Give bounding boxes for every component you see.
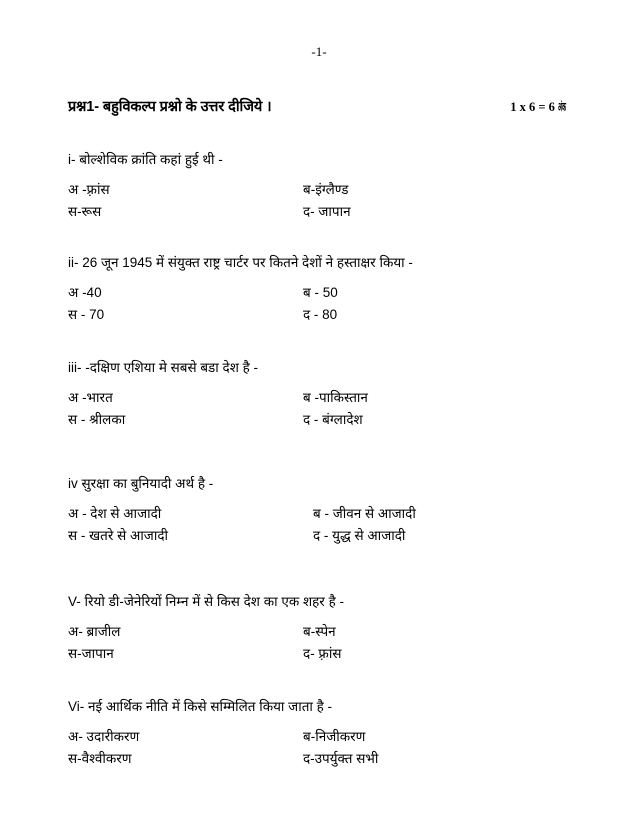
question-text: Vi- नई आर्थिक नीति में किसे सम्मिलित किया जाता है - [68,699,333,714]
option-group [68,282,608,326]
question-heading-row [68,96,588,116]
question-block-6 [68,697,608,770]
marks-allocation [510,98,588,115]
question-text: iv सुरक्षा का बुनियादी अर्थ है - [68,476,214,491]
option-row [68,304,608,326]
option-d[interactable]: द- फ़्रांस [303,646,342,661]
option-d[interactable]: द - 80 [303,307,338,322]
option-group [68,387,608,431]
page-number: -1- [311,44,327,59]
option-c[interactable]: स - खतरे से आजादी [68,528,168,543]
question-text: V- रियो डी-जेनेरियों निम्न में से किस देश का एक शहर है - [68,594,344,609]
option-row [68,503,608,525]
option-a[interactable]: अ- ब्राजील [68,624,121,639]
option-row [68,409,608,431]
option-row [68,282,608,304]
option-c[interactable]: स-वैश्वीकरण [68,751,132,766]
option-c[interactable]: स-जापान [68,646,114,661]
option-d[interactable]: द- जापान [303,204,351,219]
option-row [68,726,608,748]
question-block-1 [68,150,608,223]
marks-unit-label: अंक [558,100,567,114]
option-b[interactable]: ब-निजीकरण [303,729,366,744]
question-text: i- बोल्शेविक क्रांति कहां हुई थी - [68,152,223,167]
option-row [68,643,608,665]
option-a[interactable]: अ- उदारीकरण [68,729,140,744]
question-text: ii- 26 जून 1945 में संयुक्त राष्ट्र चार्टर पर कितने देशों ने हस्ताक्षर किया - [68,255,413,270]
option-b[interactable]: ब-इंग्लैण्ड [303,182,349,197]
question-block-4 [68,474,608,547]
option-b[interactable]: ब - 50 [303,285,338,300]
option-a[interactable]: अ -40 [68,285,102,300]
option-row [68,201,608,223]
question-block-2 [68,253,608,326]
option-row [68,621,608,643]
option-a[interactable]: अ - देश से आजादी [68,506,162,521]
option-b[interactable]: ब - जीवन से आजादी [313,506,416,521]
option-row [68,525,608,547]
option-c[interactable]: स - 70 [68,307,105,322]
option-row [68,179,608,201]
option-b[interactable]: ब -पाकिस्तान [303,390,368,405]
option-d[interactable]: द - युद्ध से आजादी [313,528,406,543]
question-block-3 [68,358,608,431]
option-row [68,748,608,770]
marks-expression: 1 x 6 = 6 [510,100,558,114]
question-text: iii- -दक्षिण एशिया मे सबसे बडा देश है - [68,360,259,375]
option-b[interactable]: ब-स्पेन [303,624,336,639]
question-block-5 [68,592,608,665]
option-group [68,621,608,665]
option-d[interactable]: द - बंग्लादेश [303,412,363,427]
option-a[interactable]: अ -भारत [68,390,113,405]
page-title: प्रश्न1- बहुविकल्प प्रश्नो के उत्तर दीजिये । [68,99,272,115]
option-row [68,387,608,409]
option-group [68,503,608,547]
option-d[interactable]: द-उपर्युक्त सभी [303,751,379,766]
option-group [68,179,608,223]
option-c[interactable]: स - श्रीलका [68,412,126,427]
option-c[interactable]: स-रूस [68,204,102,219]
option-group [68,726,608,770]
option-a[interactable]: अ -फ़्रांस [68,182,110,197]
